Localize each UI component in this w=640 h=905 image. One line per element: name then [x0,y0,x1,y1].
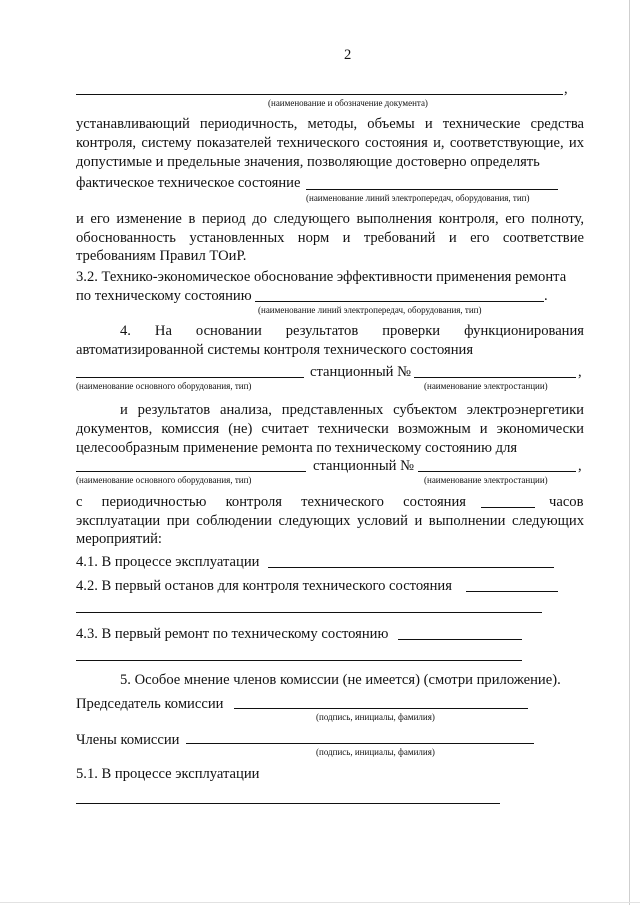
station-label-2: станционный № [313,458,415,474]
caption-sign-1: (подпись, инициалы, фамилия) [316,712,435,722]
caption-lines-1: (наименование линий электропередач, оборудования, тип) [306,193,530,203]
section-4-line-1: 4. На основании результатов проверки функционирования [120,323,584,339]
paragraph-1-line-2: контроля, систему показателей технического состояния и, соответствующие, их [76,135,584,151]
caption-station-1: (наименование электростанции) [424,381,548,391]
doc-name-field[interactable] [76,94,563,95]
members-signature-field[interactable] [186,743,534,744]
period-line-1: с периодичностью контроля технического состояния [76,494,466,510]
page-edge-bottom [0,902,640,903]
page-number: 2 [344,47,352,63]
equipment-field-1[interactable] [76,377,304,378]
station-field-1[interactable] [414,377,576,378]
section-3-2-field[interactable] [255,301,544,302]
section-4-2: 4.2. В первый останов для контроля технического состояния [76,578,452,594]
section-4-3: 4.3. В первый ремонт по техническому состоянию [76,626,389,642]
fact-label: фактическое техническое состояние [76,175,301,191]
paragraph-3-line-2: документов, комиссия (не) считает технически возможным и экономически [76,421,584,437]
chairman-signature-field[interactable] [234,708,528,709]
caption-equipment-2: (наименование основного оборудования, тип) [76,475,252,485]
caption-sign-2: (подпись, инициалы, фамилия) [316,747,435,757]
chairman-label: Председатель комиссии [76,696,224,712]
section-3-2-line-2: по техническому состоянию [76,288,252,304]
period-line-2: эксплуатации при соблюдении следующих условий и выполнении следующих [76,513,584,529]
fact-field[interactable] [306,189,558,190]
station-label-1: станционный № [310,364,412,380]
caption-lines-2: (наименование линий электропередач, оборудования, тип) [258,305,482,315]
section-5: 5. Особое мнение членов комиссии (не имеется) (смотри приложение). [120,672,561,688]
doc-name-comma: , [564,81,568,97]
page-edge-right [629,0,630,905]
equipment-field-2[interactable] [76,471,306,472]
station-comma-2: , [578,458,582,474]
section-5-1: 5.1. В процессе эксплуатации [76,766,260,782]
section-3-2-end: . [544,288,548,304]
section-4-2-field[interactable] [466,591,558,592]
section-4-1: 4.1. В процессе эксплуатации [76,554,260,570]
period-line-3: мероприятий: [76,531,162,547]
paragraph-1-line-1: устанавливающий периодичность, методы, объемы и технические средства [76,116,584,132]
paragraph-2-line-3: требованиям Правил ТОиР. [76,248,247,264]
caption-equipment-1: (наименование основного оборудования, тип) [76,381,252,391]
section-5-1-field[interactable] [76,803,500,804]
section-4-2-field-extra[interactable] [76,612,542,613]
section-4-3-field[interactable] [398,639,522,640]
section-4-1-field[interactable] [268,567,554,568]
section-4-line-2: автоматизированной системы контроля технического состояния [76,342,474,358]
period-hours-label: часов [549,494,584,510]
section-4-3-field-extra[interactable] [76,660,522,661]
paragraph-2-line-2: обоснованность установленных норм и требований и его соответствие [76,230,584,246]
caption-doc-name: (наименование и обозначение документа) [268,98,428,108]
caption-station-2: (наименование электростанции) [424,475,548,485]
station-comma-1: , [578,364,582,380]
section-3-2-line-1: 3.2. Технико-экономическое обоснование эффективности применения ремонта [76,269,567,285]
members-label: Члены комиссии [76,732,180,748]
station-field-2[interactable] [418,471,576,472]
paragraph-3-line-1: и результатов анализа, представленных субъектом электроэнергетики [120,402,584,418]
paragraph-2-line-1: и его изменение в период до следующего выполнения контроля, его полноту, [76,211,584,227]
period-hours-field[interactable] [481,507,535,508]
paragraph-1-line-3: допустимые и предельные значения, позволяющие достоверно определять [76,154,540,170]
paragraph-3-line-3: целесообразным применение ремонта по техническому состоянию для [76,440,518,456]
